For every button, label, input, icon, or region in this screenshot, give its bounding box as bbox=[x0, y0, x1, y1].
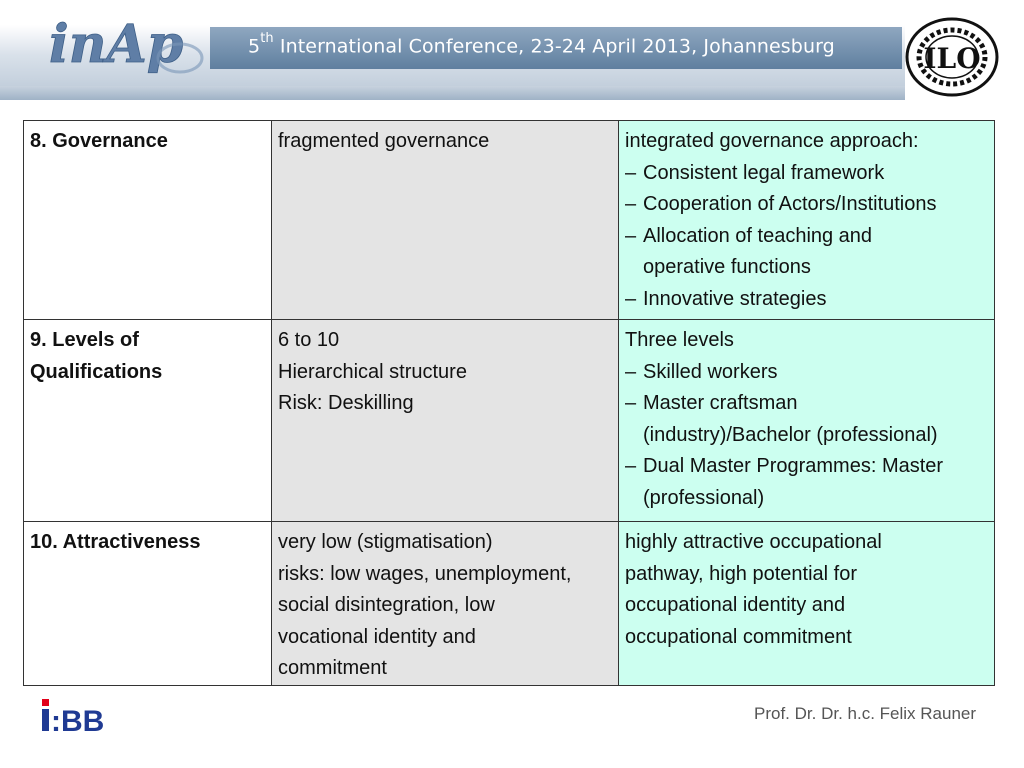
ibb-logo bbox=[40, 697, 116, 735]
header-band-bottom bbox=[0, 86, 905, 100]
author-name: Prof. Dr. Dr. h.c. Felix Rauner bbox=[754, 704, 977, 723]
svg-text::BB: :BB bbox=[51, 705, 105, 735]
ilo-logo bbox=[903, 16, 1001, 98]
table-row-attractiveness bbox=[24, 522, 995, 686]
comparison-table bbox=[23, 120, 995, 686]
svg-text:inAp: inAp bbox=[49, 14, 184, 75]
svg-text:ILO: ILO bbox=[923, 42, 981, 75]
inap-logo bbox=[45, 10, 210, 85]
current-cell: very low (stigmatisation) risks: low wages, unemployment, social disintegration, low vocational identity and commitment bbox=[272, 522, 619, 686]
current-cell: fragmented governance bbox=[272, 121, 619, 320]
current-cell: 6 to 10 Hierarchical structure Risk: Deskilling bbox=[272, 320, 619, 522]
table-row-qualifications bbox=[24, 320, 995, 522]
target-cell: Three levels – Skilled workers – Master craftsman (industry)/Bachelor (professional) – Dual Master Programmes: Master (professional) bbox=[619, 320, 995, 522]
row-label: 8. Governance bbox=[24, 121, 272, 320]
slide-header bbox=[0, 0, 1024, 110]
row-label: 9. Levels of Qualifications bbox=[24, 320, 272, 522]
row-label: 10. Attractiveness bbox=[24, 522, 272, 686]
target-cell: highly attractive occupational pathway, high potential for occupational identity and occupational commitment bbox=[619, 522, 995, 686]
target-cell: integrated governance approach: – Consistent legal framework – Cooperation of Actors/Institutions – Allocation of teaching and operative functions – Innovative strategies bbox=[619, 121, 995, 320]
conference-title: 5th International Conference, 23-24 April 2013, Johannesburg bbox=[248, 31, 835, 58]
table-row-governance bbox=[24, 121, 995, 320]
